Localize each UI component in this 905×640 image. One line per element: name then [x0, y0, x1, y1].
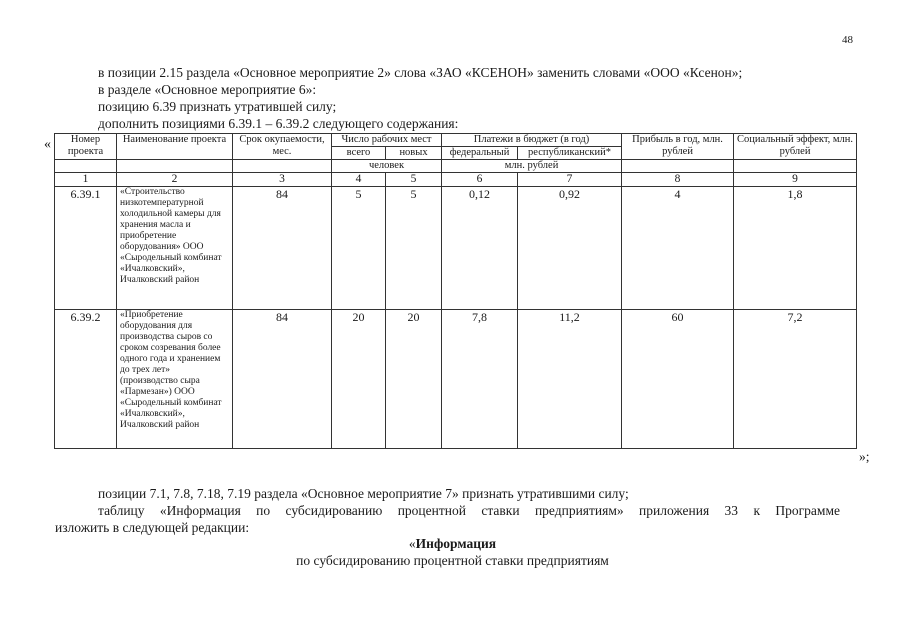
column-number: 2 [117, 173, 233, 187]
info-title-quote: « [408, 536, 416, 551]
paragraph-section-7: позиции 7.1, 7.8, 7.18, 7.19 раздела «Основное мероприятие 7» признать утратившими силу; [98, 486, 629, 501]
column-number: 8 [622, 173, 734, 187]
paragraph-section-6: в разделе «Основное мероприятие 6»: [98, 82, 317, 97]
header-payments-republic [518, 147, 622, 160]
cell-payback: 84 [233, 187, 332, 310]
column-number: 6 [442, 173, 518, 187]
cell-republic: 11,2 [518, 310, 622, 449]
header-payments-unit: млн. рублей [442, 160, 622, 173]
cell-jobs-new: 20 [386, 310, 442, 449]
info-subtitle: по субсидированию процентной ставки предприятиям [296, 553, 609, 568]
projects-table [54, 133, 857, 449]
cell-jobs-total: 5 [332, 187, 386, 310]
paragraph-position-2-15: в позиции 2.15 раздела «Основное мероприятие 2» слова «ЗАО «КСЕНОН» заменить словами «ООО «Ксенон»; [98, 65, 743, 80]
page-number: 48 [842, 34, 853, 46]
header-social: Социальный эффект, млн. рублей [734, 134, 857, 160]
paragraph-add-positions: дополнить позициями 6.39.1 – 6.39.2 следующего содержания: [98, 116, 459, 131]
header-name: Наименование проекта [117, 134, 233, 160]
header-payments: Платежи в бюджет (в год) [442, 134, 622, 147]
header-jobs-total-label: всего [346, 147, 371, 158]
header-jobs-unit: человек [332, 160, 442, 173]
cell-profit: 4 [622, 187, 734, 310]
cell-federal: 7,8 [442, 310, 518, 449]
cell-republic: 0,92 [518, 187, 622, 310]
header-payments-federal [442, 147, 518, 160]
column-number: 7 [518, 173, 622, 187]
header-jobs: Число рабочих мест [332, 134, 442, 147]
cell-payback: 84 [233, 310, 332, 449]
header-payments-republic-label: республиканский* [528, 147, 612, 158]
column-number: 1 [55, 173, 117, 187]
info-title-text: Информация [415, 536, 497, 551]
column-numbers-row [55, 173, 857, 187]
cell-name: «Приобретение оборудования для производства сыров со сроком созревания более одного года и хранением до трех лет» (производство сыра «Пармезан») ООО «Сыродельный комбинат «Ичалковский», Ичалковский район [117, 310, 233, 449]
cell-social: 7,2 [734, 310, 857, 449]
header-payback: Срок окупаемости, мес. [233, 134, 332, 160]
cell-jobs-total: 20 [332, 310, 386, 449]
paragraph-table-replace: таблицу «Информация по субсидированию процентной ставки предприятиям» приложения 33 к Программе [98, 503, 840, 518]
table-row [55, 187, 857, 310]
cell-profit: 60 [622, 310, 734, 449]
header-payments-federal-label: федеральный [449, 147, 510, 158]
header-number: Номер проекта [55, 134, 117, 160]
table-row [55, 310, 857, 449]
paragraph-new-edition: изложить в следующей редакции: [55, 520, 250, 535]
header-jobs-new-label: новых [399, 147, 428, 158]
closing-quote: »; [859, 449, 870, 464]
cell-jobs-new: 5 [386, 187, 442, 310]
info-title [0, 536, 905, 552]
header-jobs-new [386, 147, 442, 160]
cell-number: 6.39.1 [55, 187, 117, 310]
cell-federal: 0,12 [442, 187, 518, 310]
cell-social: 1,8 [734, 187, 857, 310]
column-number: 9 [734, 173, 857, 187]
header-jobs-total [332, 147, 386, 160]
paragraph-position-6-39: позицию 6.39 признать утратившей силу; [98, 99, 337, 114]
cell-name: «Строительство низкотемпературной холодильной камеры для хранения масла и приобретение оборудования» ООО «Сыродельный комбинат «Ичалковский», Ичалковский район [117, 187, 233, 310]
opening-quote: « [44, 137, 51, 152]
header-profit: Прибыль в год, млн. рублей [622, 134, 734, 160]
cell-number: 6.39.2 [55, 310, 117, 449]
column-number: 4 [332, 173, 386, 187]
column-number: 5 [386, 173, 442, 187]
column-number: 3 [233, 173, 332, 187]
